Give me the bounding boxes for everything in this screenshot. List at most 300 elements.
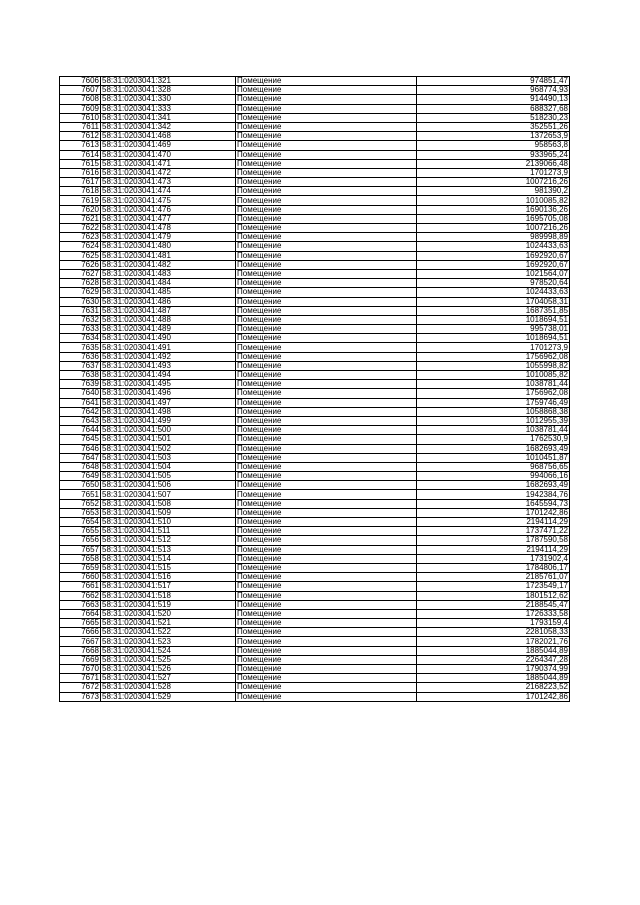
table-row <box>60 444 570 453</box>
object-type: Помещение <box>236 536 417 545</box>
table-row <box>60 637 570 646</box>
table-row <box>60 187 570 196</box>
object-type: Помещение <box>236 104 417 113</box>
cadastral-number: 58:31:0203041:494 <box>101 371 236 380</box>
cadastral-number: 58:31:0203041:495 <box>101 380 236 389</box>
cadastral-value: 968756,65 <box>417 462 570 471</box>
cadastral-number: 58:31:0203041:528 <box>101 683 236 692</box>
row-number: 7670 <box>60 665 101 674</box>
cadastral-value: 1682693,49 <box>417 481 570 490</box>
cadastral-number: 58:31:0203041:519 <box>101 600 236 609</box>
table-row <box>60 260 570 269</box>
object-type: Помещение <box>236 472 417 481</box>
cadastral-number: 58:31:0203041:483 <box>101 269 236 278</box>
object-type: Помещение <box>236 444 417 453</box>
table-row <box>60 371 570 380</box>
table-row <box>60 573 570 582</box>
cadastral-value: 1010085,82 <box>417 196 570 205</box>
object-type: Помещение <box>236 554 417 563</box>
cadastral-value: 1058868,38 <box>417 407 570 416</box>
cadastral-number: 58:31:0203041:487 <box>101 306 236 315</box>
cadastral-number: 58:31:0203041:481 <box>101 251 236 260</box>
cadastral-value: 1055998,82 <box>417 361 570 370</box>
table-row <box>60 619 570 628</box>
object-type: Помещение <box>236 508 417 517</box>
cadastral-value: 1018694,51 <box>417 315 570 324</box>
cadastral-number: 58:31:0203041:330 <box>101 95 236 104</box>
cadastral-value: 1787590,58 <box>417 536 570 545</box>
table-row <box>60 518 570 527</box>
row-number: 7648 <box>60 462 101 471</box>
row-number: 7611 <box>60 122 101 131</box>
cadastral-value: 1790374,99 <box>417 665 570 674</box>
object-type: Помещение <box>236 683 417 692</box>
cadastral-value: 981390,2 <box>417 187 570 196</box>
row-number: 7644 <box>60 426 101 435</box>
cadastral-number: 58:31:0203041:508 <box>101 499 236 508</box>
table-row <box>60 380 570 389</box>
row-number: 7614 <box>60 150 101 159</box>
object-type: Помещение <box>236 343 417 352</box>
cadastral-number: 58:31:0203041:517 <box>101 582 236 591</box>
row-number: 7609 <box>60 104 101 113</box>
row-number: 7613 <box>60 141 101 150</box>
object-type: Помещение <box>236 224 417 233</box>
cadastral-value: 2188545,47 <box>417 600 570 609</box>
row-number: 7660 <box>60 573 101 582</box>
row-number: 7652 <box>60 499 101 508</box>
object-type: Помещение <box>236 665 417 674</box>
row-number: 7622 <box>60 224 101 233</box>
cadastral-value: 1759746,49 <box>417 398 570 407</box>
row-number: 7662 <box>60 591 101 600</box>
object-type: Помещение <box>236 462 417 471</box>
cadastral-value: 2168223,52 <box>417 683 570 692</box>
cadastral-value: 974851,47 <box>417 77 570 86</box>
row-number: 7665 <box>60 619 101 628</box>
object-type: Помещение <box>236 389 417 398</box>
cadastral-value: 2264347,28 <box>417 655 570 664</box>
table-row <box>60 545 570 554</box>
cadastral-number: 58:31:0203041:342 <box>101 122 236 131</box>
object-type: Помещение <box>236 573 417 582</box>
row-number: 7640 <box>60 389 101 398</box>
table-row <box>60 352 570 361</box>
object-type: Помещение <box>236 619 417 628</box>
row-number: 7636 <box>60 352 101 361</box>
table-row <box>60 224 570 233</box>
table-row <box>60 582 570 591</box>
object-type: Помещение <box>236 435 417 444</box>
cadastral-number: 58:31:0203041:506 <box>101 481 236 490</box>
table-row <box>60 95 570 104</box>
table-row <box>60 646 570 655</box>
object-type: Помещение <box>236 122 417 131</box>
object-type: Помещение <box>236 251 417 260</box>
row-number: 7627 <box>60 269 101 278</box>
cadastral-number: 58:31:0203041:482 <box>101 260 236 269</box>
table-row <box>60 77 570 86</box>
object-type: Помещение <box>236 159 417 168</box>
object-type: Помещение <box>236 371 417 380</box>
row-number: 7641 <box>60 398 101 407</box>
object-type: Помещение <box>236 637 417 646</box>
table-row <box>60 683 570 692</box>
cadastral-value: 1756962,08 <box>417 352 570 361</box>
registry-table <box>59 76 570 702</box>
table-row <box>60 490 570 499</box>
row-number: 7651 <box>60 490 101 499</box>
object-type: Помещение <box>236 205 417 214</box>
cadastral-value: 1723549,17 <box>417 582 570 591</box>
cadastral-number: 58:31:0203041:486 <box>101 297 236 306</box>
cadastral-number: 58:31:0203041:522 <box>101 628 236 637</box>
cadastral-number: 58:31:0203041:478 <box>101 224 236 233</box>
table-row <box>60 251 570 260</box>
row-number: 7656 <box>60 536 101 545</box>
table-row <box>60 269 570 278</box>
cadastral-value: 1782021,76 <box>417 637 570 646</box>
cadastral-number: 58:31:0203041:468 <box>101 132 236 141</box>
cadastral-value: 1704058,31 <box>417 297 570 306</box>
object-type: Помещение <box>236 306 417 315</box>
row-number: 7623 <box>60 233 101 242</box>
cadastral-number: 58:31:0203041:472 <box>101 168 236 177</box>
cadastral-number: 58:31:0203041:480 <box>101 242 236 251</box>
cadastral-value: 1756962,08 <box>417 389 570 398</box>
table-row <box>60 665 570 674</box>
cadastral-number: 58:31:0203041:501 <box>101 435 236 444</box>
cadastral-number: 58:31:0203041:497 <box>101 398 236 407</box>
cadastral-value: 958563,8 <box>417 141 570 150</box>
row-number: 7628 <box>60 279 101 288</box>
row-number: 7608 <box>60 95 101 104</box>
table-row <box>60 674 570 683</box>
row-number: 7664 <box>60 609 101 618</box>
cadastral-value: 1010451,87 <box>417 453 570 462</box>
table-row <box>60 279 570 288</box>
cadastral-number: 58:31:0203041:490 <box>101 334 236 343</box>
row-number: 7629 <box>60 288 101 297</box>
cadastral-number: 58:31:0203041:498 <box>101 407 236 416</box>
row-number: 7618 <box>60 187 101 196</box>
cadastral-number: 58:31:0203041:474 <box>101 187 236 196</box>
row-number: 7626 <box>60 260 101 269</box>
table-row <box>60 554 570 563</box>
object-type: Помещение <box>236 600 417 609</box>
object-type: Помещение <box>236 86 417 95</box>
object-type: Помещение <box>236 361 417 370</box>
cadastral-number: 58:31:0203041:505 <box>101 472 236 481</box>
table-row <box>60 242 570 251</box>
row-number: 7653 <box>60 508 101 517</box>
object-type: Помещение <box>236 674 417 683</box>
row-number: 7661 <box>60 582 101 591</box>
row-number: 7642 <box>60 407 101 416</box>
cadastral-number: 58:31:0203041:479 <box>101 233 236 242</box>
table-row <box>60 563 570 572</box>
row-number: 7671 <box>60 674 101 683</box>
cadastral-value: 1701242,86 <box>417 508 570 517</box>
cadastral-number: 58:31:0203041:526 <box>101 665 236 674</box>
cadastral-value: 978520,64 <box>417 279 570 288</box>
object-type: Помещение <box>236 398 417 407</box>
row-number: 7649 <box>60 472 101 481</box>
cadastral-value: 1038781,44 <box>417 380 570 389</box>
table-row <box>60 462 570 471</box>
row-number: 7645 <box>60 435 101 444</box>
row-number: 7666 <box>60 628 101 637</box>
table-row <box>60 416 570 425</box>
row-number: 7668 <box>60 646 101 655</box>
cadastral-number: 58:31:0203041:500 <box>101 426 236 435</box>
row-number: 7612 <box>60 132 101 141</box>
cadastral-value: 995738,01 <box>417 325 570 334</box>
row-number: 7610 <box>60 113 101 122</box>
cadastral-number: 58:31:0203041:510 <box>101 518 236 527</box>
cadastral-number: 58:31:0203041:493 <box>101 361 236 370</box>
table-row <box>60 692 570 701</box>
row-number: 7625 <box>60 251 101 260</box>
table-row <box>60 306 570 315</box>
table-row <box>60 527 570 536</box>
object-type: Помещение <box>236 269 417 278</box>
cadastral-number: 58:31:0203041:515 <box>101 563 236 572</box>
cadastral-value: 914490,13 <box>417 95 570 104</box>
cadastral-value: 989998,89 <box>417 233 570 242</box>
cadastral-value: 1024433,63 <box>417 242 570 251</box>
cadastral-value: 1701273,9 <box>417 343 570 352</box>
object-type: Помещение <box>236 178 417 187</box>
row-number: 7647 <box>60 453 101 462</box>
cadastral-value: 1701242,86 <box>417 692 570 701</box>
object-type: Помещение <box>236 407 417 416</box>
cadastral-number: 58:31:0203041:513 <box>101 545 236 554</box>
cadastral-number: 58:31:0203041:489 <box>101 325 236 334</box>
cadastral-value: 1007216,26 <box>417 224 570 233</box>
object-type: Помещение <box>236 77 417 86</box>
cadastral-value: 1942384,76 <box>417 490 570 499</box>
cadastral-number: 58:31:0203041:475 <box>101 196 236 205</box>
table-row <box>60 499 570 508</box>
table-row <box>60 288 570 297</box>
cadastral-value: 2281058,33 <box>417 628 570 637</box>
object-type: Помещение <box>236 132 417 141</box>
cadastral-value: 2194114,29 <box>417 545 570 554</box>
row-number: 7635 <box>60 343 101 352</box>
object-type: Помещение <box>236 325 417 334</box>
cadastral-number: 58:31:0203041:523 <box>101 637 236 646</box>
row-number: 7672 <box>60 683 101 692</box>
cadastral-value: 1731902,4 <box>417 554 570 563</box>
cadastral-number: 58:31:0203041:333 <box>101 104 236 113</box>
cadastral-number: 58:31:0203041:507 <box>101 490 236 499</box>
object-type: Помещение <box>236 187 417 196</box>
row-number: 7643 <box>60 416 101 425</box>
cadastral-value: 2194114,29 <box>417 518 570 527</box>
row-number: 7617 <box>60 178 101 187</box>
cadastral-number: 58:31:0203041:518 <box>101 591 236 600</box>
table-row <box>60 508 570 517</box>
object-type: Помещение <box>236 527 417 536</box>
object-type: Помещение <box>236 416 417 425</box>
table-row <box>60 481 570 490</box>
row-number: 7669 <box>60 655 101 664</box>
table-row <box>60 159 570 168</box>
object-type: Помещение <box>236 453 417 462</box>
table-row <box>60 426 570 435</box>
table-row <box>60 122 570 131</box>
object-type: Помещение <box>236 141 417 150</box>
object-type: Помещение <box>236 242 417 251</box>
cadastral-value: 1793159,4 <box>417 619 570 628</box>
object-type: Помещение <box>236 692 417 701</box>
cadastral-number: 58:31:0203041:488 <box>101 315 236 324</box>
row-number: 7637 <box>60 361 101 370</box>
table-row <box>60 435 570 444</box>
object-type: Помещение <box>236 113 417 122</box>
cadastral-number: 58:31:0203041:477 <box>101 214 236 223</box>
cadastral-number: 58:31:0203041:502 <box>101 444 236 453</box>
row-number: 7673 <box>60 692 101 701</box>
row-number: 7633 <box>60 325 101 334</box>
cadastral-number: 58:31:0203041:503 <box>101 453 236 462</box>
table-row <box>60 196 570 205</box>
cadastral-number: 58:31:0203041:470 <box>101 150 236 159</box>
row-number: 7620 <box>60 205 101 214</box>
table-row <box>60 536 570 545</box>
cadastral-value: 1687351,85 <box>417 306 570 315</box>
cadastral-value: 1726333,58 <box>417 609 570 618</box>
cadastral-number: 58:31:0203041:476 <box>101 205 236 214</box>
object-type: Помещение <box>236 95 417 104</box>
cadastral-value: 1885044,89 <box>417 674 570 683</box>
cadastral-number: 58:31:0203041:492 <box>101 352 236 361</box>
table-row <box>60 104 570 113</box>
cadastral-number: 58:31:0203041:516 <box>101 573 236 582</box>
cadastral-value: 688327,68 <box>417 104 570 113</box>
table-row <box>60 609 570 618</box>
object-type: Помещение <box>236 563 417 572</box>
table-row <box>60 141 570 150</box>
row-number: 7619 <box>60 196 101 205</box>
cadastral-value: 1038781,44 <box>417 426 570 435</box>
object-type: Помещение <box>236 481 417 490</box>
table-row <box>60 407 570 416</box>
cadastral-value: 1372653,9 <box>417 132 570 141</box>
object-type: Помещение <box>236 545 417 554</box>
table-row <box>60 361 570 370</box>
cadastral-value: 2139066,48 <box>417 159 570 168</box>
cadastral-value: 1007216,26 <box>417 178 570 187</box>
table-row <box>60 113 570 122</box>
table-row <box>60 398 570 407</box>
table-row <box>60 168 570 177</box>
cadastral-number: 58:31:0203041:485 <box>101 288 236 297</box>
table-row <box>60 233 570 242</box>
cadastral-number: 58:31:0203041:471 <box>101 159 236 168</box>
cadastral-value: 1885044,89 <box>417 646 570 655</box>
row-number: 7638 <box>60 371 101 380</box>
object-type: Помещение <box>236 591 417 600</box>
table-row <box>60 591 570 600</box>
row-number: 7667 <box>60 637 101 646</box>
object-type: Помещение <box>236 628 417 637</box>
row-number: 7663 <box>60 600 101 609</box>
object-type: Помещение <box>236 214 417 223</box>
row-number: 7630 <box>60 297 101 306</box>
cadastral-value: 1762530,9 <box>417 435 570 444</box>
cadastral-value: 352551,26 <box>417 122 570 131</box>
cadastral-number: 58:31:0203041:473 <box>101 178 236 187</box>
table-row <box>60 334 570 343</box>
cadastral-number: 58:31:0203041:469 <box>101 141 236 150</box>
row-number: 7621 <box>60 214 101 223</box>
cadastral-value: 1024433,63 <box>417 288 570 297</box>
object-type: Помещение <box>236 609 417 618</box>
object-type: Помещение <box>236 297 417 306</box>
object-type: Помещение <box>236 315 417 324</box>
row-number: 7624 <box>60 242 101 251</box>
table-row <box>60 655 570 664</box>
cadastral-value: 968774,93 <box>417 86 570 95</box>
table-row <box>60 600 570 609</box>
table-row <box>60 297 570 306</box>
object-type: Помещение <box>236 352 417 361</box>
cadastral-number: 58:31:0203041:514 <box>101 554 236 563</box>
cadastral-value: 1010085,82 <box>417 371 570 380</box>
cadastral-number: 58:31:0203041:321 <box>101 77 236 86</box>
row-number: 7646 <box>60 444 101 453</box>
cadastral-number: 58:31:0203041:496 <box>101 389 236 398</box>
table-row <box>60 214 570 223</box>
cadastral-value: 1695705,08 <box>417 214 570 223</box>
object-type: Помещение <box>236 582 417 591</box>
cadastral-number: 58:31:0203041:491 <box>101 343 236 352</box>
row-number: 7657 <box>60 545 101 554</box>
object-type: Помещение <box>236 150 417 159</box>
cadastral-value: 1701273,9 <box>417 168 570 177</box>
object-type: Помещение <box>236 518 417 527</box>
cadastral-number: 58:31:0203041:499 <box>101 416 236 425</box>
row-number: 7616 <box>60 168 101 177</box>
cadastral-value: 1645594,73 <box>417 499 570 508</box>
table-row <box>60 628 570 637</box>
table-row <box>60 325 570 334</box>
row-number: 7631 <box>60 306 101 315</box>
table-row <box>60 132 570 141</box>
cadastral-number: 58:31:0203041:328 <box>101 86 236 95</box>
table-row <box>60 472 570 481</box>
cadastral-number: 58:31:0203041:509 <box>101 508 236 517</box>
row-number: 7639 <box>60 380 101 389</box>
cadastral-value: 1801512,62 <box>417 591 570 600</box>
row-number: 7658 <box>60 554 101 563</box>
cadastral-number: 58:31:0203041:521 <box>101 619 236 628</box>
cadastral-number: 58:31:0203041:529 <box>101 692 236 701</box>
cadastral-number: 58:31:0203041:504 <box>101 462 236 471</box>
object-type: Помещение <box>236 288 417 297</box>
row-number: 7634 <box>60 334 101 343</box>
cadastral-number: 58:31:0203041:484 <box>101 279 236 288</box>
cadastral-value: 518230,23 <box>417 113 570 122</box>
cadastral-value: 933965,24 <box>417 150 570 159</box>
object-type: Помещение <box>236 426 417 435</box>
object-type: Помещение <box>236 279 417 288</box>
table-row <box>60 86 570 95</box>
row-number: 7654 <box>60 518 101 527</box>
cadastral-number: 58:31:0203041:520 <box>101 609 236 618</box>
